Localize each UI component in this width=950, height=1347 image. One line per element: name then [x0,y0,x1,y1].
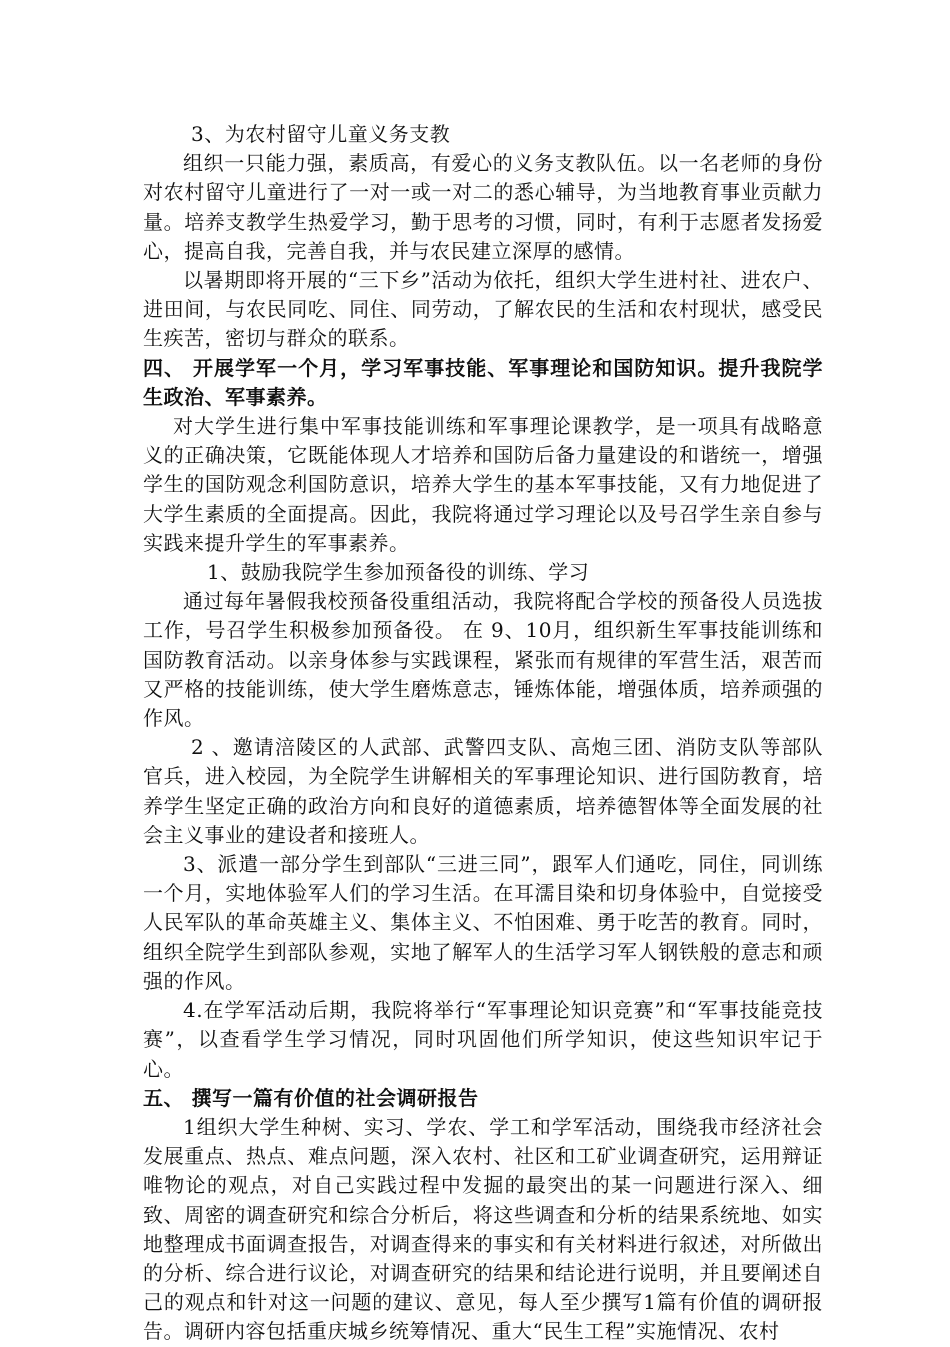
paragraph-body: 组织一只能力强，素质高，有爱心的义务支教队伍。以一名老师的身份对农村留守儿童进行了一对一或一对二的悉心辅导，为当地教育事业贡献力量。培养支教学生热爱学习，勤于思考的习惯，同时，有利于志愿者发扬爱心，提高自我，完善自我，并与农民建立深厚的感情。 [143,151,823,263]
paragraph-body: 通过每年暑假我校预备役重组活动，我院将配合学校的预备役人员选拔工作，号召学生积极参加预备役。 在 9、10月，组织新生军事技能训练和国防教育活动。以亲身体参与实践课程，紧张而有规律的军营生活，艰苦而又严格的技能训练，使大学生磨炼意志，锤炼体能，增强体质，培养顽强的作风。 [143,589,823,731]
paragraph-body: 对大学生进行集中军事技能训练和军事理论课教学，是一项具有战略意义的正确决策，它既能体现人才培养和国防后备力量建设的和谐统一，增强学生的国防观念利国防意识，培养大学生的基本军事技能，又有力地促进了大学生素质的全面提高。因此，我院将通过学习理论以及号召学生亲自参与实践来提升学生的军事素养。 [143,414,823,555]
paragraph-subheading: 3、为农村留守儿童义务支教 [191,122,451,146]
paragraph-body: 3、派遣一部分学生到部队“三进三同”，跟军人们通吃，同住，同训练一个月，实地体验军人们的学习生活。在耳濡目染和切身体验中，自觉接受人民军队的革命英雄主义、集体主义、不怕困难、勇于吃苦的教育。同时，组织全院学生到部队参观，实地了解军人的生活学习军人钢铁般的意志和顽强的作风。 [143,852,823,993]
section-heading: 五、 撰写一篇有价值的社会调研报告 [143,1085,479,1110]
paragraph-body: 2 、邀请涪陵区的人武部、武警四支队、高炮三团、消防支队等部队官兵，进入校园，为全院学生讲解相关的军事理论知识、进行国防教育，培养学生坚定正确的政治方向和良好的道德素质，培养德智体等全面发展的社会主义事业的建设者和接班人。 [143,735,823,847]
paragraph-subheading: 1、鼓励我院学生参加预备役的训练、学习 [207,560,590,585]
section-heading: 四、 开展学军一个月，学习军事技能、军事理论和国防知识。提升我院学生政治、军事素养。 [143,355,823,409]
paragraph-body: 4.在学军活动后期，我院将举行“军事理论知识竞赛”和“军事技能竞技赛”，以查看学生学习情况，同时巩固他们所学知识，使这些知识牢记于心。 [143,998,823,1081]
document-page [143,120,823,1347]
paragraph-body: 以暑期即将开展的“三下乡”活动为依托，组织大学生进村社、进农户、进田间，与农民同吃、同住、同劳动，了解农民的生活和农村现状，感受民生疾苦，密切与群众的联系。 [143,268,823,351]
paragraph-body: 1组织大学生种树、实习、学农、学工和学军活动，围绕我市经济社会发展重点、热点、难点问题，深入农村、社区和工矿业调查研究，运用辩证唯物论的观点，对自己实践过程中发掘的最突出的某一问题进行深入、细致、周密的调查研究和综合分析后，将这些调查和分析的结果系统地、如实地整理成书面调查报告，对调查得来的事实和有关材料进行叙述，对所做出的分析、综合进行议论，对调查研究的结果和结论进行说明，并且要阐述自己的观点和针对这一问题的建议、意见，每人至少撰写1篇有价值的调研报告。调研内容包括重庆城乡统筹情况、重大“民生工程”实施情况、农村 [143,1114,823,1344]
